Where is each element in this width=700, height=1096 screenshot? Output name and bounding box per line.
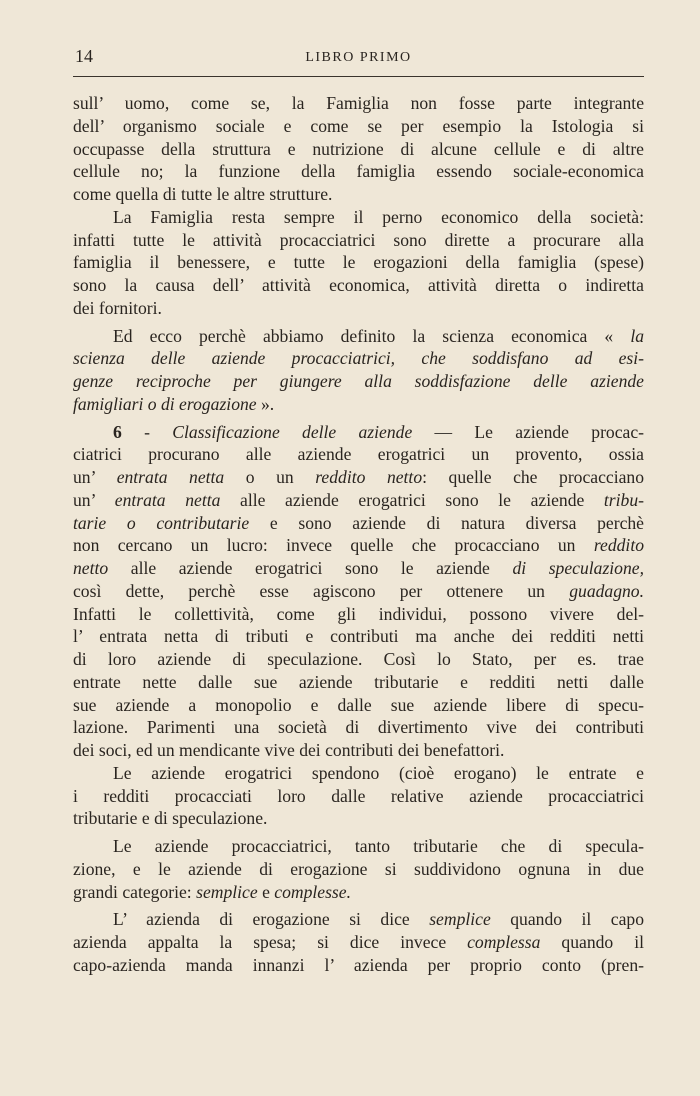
- text-line: [73, 325, 644, 348]
- text-run: quando il: [540, 932, 644, 952]
- text-line: [73, 648, 644, 671]
- text-run: occupasse della struttura e nutrizione di alcune cellule e di altre: [73, 138, 644, 159]
- text-run: infatti tutte le attività procacciatrici sono dirette a procurare alla: [73, 229, 644, 250]
- text-run: -: [121, 421, 173, 442]
- text-line: [73, 580, 644, 603]
- italic-run: complesse.: [274, 881, 351, 902]
- text-line: [73, 534, 644, 557]
- text-run: dell’ organismo sociale e come se per esempio la Istologia si: [73, 115, 644, 136]
- text-run: : quelle che procacciano: [422, 467, 645, 487]
- italic-run: Classificazione delle aziende: [172, 421, 413, 442]
- text-line: [73, 512, 644, 535]
- text-line: [73, 206, 644, 229]
- text-line: [73, 274, 644, 297]
- text-run: entrate nette dalle sue aziende tributarie e redditi netti dalle: [73, 671, 644, 692]
- text-run: cellule no; la funzione della famiglia essendo sociale-economica: [73, 161, 644, 182]
- text-run: quando il capo: [490, 909, 644, 930]
- text-run: sue aziende a monopolio e dalle sue aziende libere di specu-: [73, 694, 644, 715]
- text-run: La Famiglia resta sempre il perno economico della società:: [113, 206, 644, 227]
- text-run: alle aziende erogatrici sono le aziende: [220, 489, 604, 510]
- running-title: LIBRO PRIMO: [305, 50, 412, 65]
- text-run: e: [257, 881, 275, 902]
- text-run: capo-azienda manda innanzi l’ azienda per proprio conto (pren-: [73, 954, 644, 975]
- text-run: non cercano un lucro: invece quelle che procacciano un: [73, 535, 594, 556]
- text-line: [73, 443, 644, 466]
- text-line: [73, 739, 644, 762]
- text-run: lazione. Parimenti una società di divertimento vive dei contributi: [73, 717, 644, 738]
- text-line: [73, 115, 644, 138]
- italic-run: guadagno.: [569, 580, 644, 601]
- italic-run: reddito: [593, 535, 644, 556]
- text-line: [73, 466, 644, 489]
- text-line: [73, 625, 644, 648]
- italic-run: scienza delle aziende procacciatrici, che soddisfano ad esi-: [73, 348, 644, 369]
- text-line: [73, 785, 644, 808]
- italic-run: entrata netta: [116, 467, 225, 487]
- text-run: o un: [224, 467, 316, 487]
- body-text: [73, 92, 644, 977]
- text-run: sull’ uomo, come se, la Famiglia non fosse parte integrante: [73, 93, 644, 113]
- section-number: 6: [113, 421, 122, 442]
- text-line: [73, 183, 644, 206]
- text-run: dei soci, ed un mendicante vive dei contributi dei benefattori.: [73, 740, 505, 760]
- text-line: [73, 807, 644, 830]
- text-line: [73, 421, 644, 444]
- text-run: ciatrici procurano alle aziende erogatrici un provento, ossia: [73, 444, 644, 465]
- text-run: Ed ecco perchè abbiamo definito la scienza economica «: [113, 325, 631, 346]
- text-line: [73, 370, 644, 393]
- italic-run: tribu-: [603, 489, 644, 510]
- text-run: di loro aziende di speculazione. Così lo Stato, per es. trae: [73, 649, 644, 669]
- text-run: Infatti le collettività, come gli individui, possono vivere del-: [73, 603, 644, 624]
- text-line: [73, 908, 644, 931]
- text-line: [73, 297, 644, 320]
- text-run: — Le aziende procac-: [412, 421, 645, 442]
- text-line: [73, 762, 644, 785]
- text-run: grandi categorie:: [73, 881, 197, 902]
- text-line: [73, 835, 644, 858]
- text-line: [73, 881, 644, 904]
- italic-run: di speculazione,: [512, 558, 644, 578]
- text-line: [73, 858, 644, 881]
- text-run: ».: [256, 393, 275, 414]
- text-run: tributarie e di speculazione.: [73, 808, 268, 829]
- italic-run: semplice: [196, 881, 258, 902]
- page-header: [73, 44, 644, 77]
- text-line: [73, 347, 644, 370]
- text-line: [73, 694, 644, 717]
- italic-run: semplice: [429, 909, 491, 930]
- text-run: zione, e le aziende di erogazione si suddividono ognuna in due: [73, 858, 644, 879]
- italic-run: netto: [73, 558, 109, 578]
- text-line: [73, 557, 644, 580]
- italic-run: entrata netta: [114, 489, 221, 510]
- text-run: l’ entrata netta di tributi e contributi ma anche dei redditi netti: [73, 626, 644, 647]
- italic-run: genze reciproche per giungere alla soddisfazione delle aziende: [73, 371, 644, 391]
- text-run: i redditi procacciati loro dalle relative aziende procacciatrici: [73, 785, 644, 806]
- text-run: un’: [73, 489, 115, 510]
- text-line: [73, 92, 644, 115]
- text-run: un’: [73, 467, 117, 487]
- text-line: [73, 603, 644, 626]
- text-run: alle aziende erogatrici sono le aziende: [108, 558, 513, 578]
- text-line: [73, 489, 644, 512]
- italic-run: tarie o contributarie: [73, 512, 250, 533]
- text-run: dei fornitori.: [73, 297, 162, 318]
- text-run: Le aziende procacciatrici, tanto tributarie che di specula-: [113, 836, 644, 856]
- page-number: 14: [75, 46, 93, 66]
- text-run: così dette, perchè esse agiscono per ottenere un: [73, 580, 570, 601]
- text-run: L’ azienda di erogazione si dice: [113, 909, 430, 930]
- text-line: [73, 160, 644, 183]
- italic-run: complessa: [467, 932, 541, 952]
- text-run: azienda appalta la spesa; si dice invece: [73, 932, 468, 952]
- text-line: [73, 393, 644, 416]
- text-line: [73, 954, 644, 977]
- text-line: [73, 229, 644, 252]
- text-line: [73, 931, 644, 954]
- italic-run: la: [630, 325, 644, 346]
- text-line: [73, 716, 644, 739]
- text-run: e sono aziende di natura diversa perchè: [249, 512, 644, 533]
- text-line: [73, 251, 644, 274]
- text-line: [73, 671, 644, 694]
- italic-run: famigliari o di erogazione: [73, 393, 257, 414]
- text-line: [73, 138, 644, 161]
- italic-run: reddito netto: [315, 467, 423, 487]
- text-run: famiglia il benessere, e tutte le erogazioni della famiglia (spese): [73, 252, 644, 273]
- text-run: Le aziende erogatrici spendono (cioè erogano) le entrate e: [113, 762, 644, 783]
- text-run: come quella di tutte le altre strutture.: [73, 184, 333, 204]
- text-run: sono la causa dell’ attività economica, attività diretta o indiretta: [73, 275, 644, 295]
